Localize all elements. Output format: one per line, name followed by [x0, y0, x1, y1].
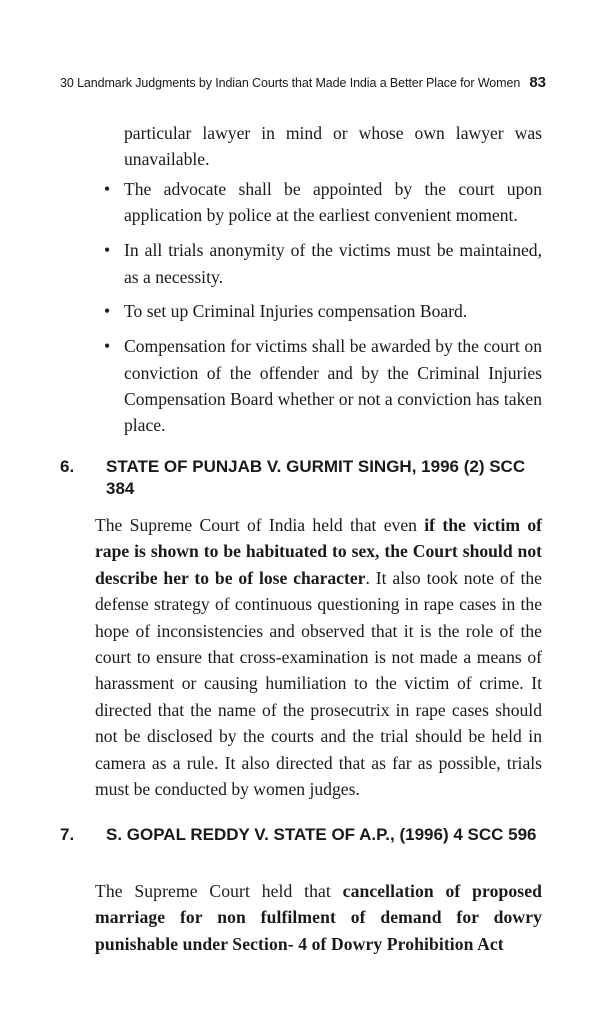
running-header	[60, 74, 546, 91]
bullet-icon: •	[104, 301, 111, 322]
paragraph-text: . It also took note of the defense strategy of continuous questioning in rape cases in the hope of inconsistencies and observed that it is the role of the court to ensure that cross-examination is not made a means of harassment or causing humiliation to the victim of crime. It directed that the name of the prosecutrix in rape cases should not be disclosed by the courts and the trial should be held in camera as a rule. It also directed that as far as possible, trials must be conducted by women judges.	[95, 567, 542, 800]
page-number: 83	[529, 74, 546, 91]
paragraph-bold-text: cancellation of proposed marriage for non fulfilment of demand for dowry punishable under Section- 4 of Dowry Prohibition Act	[95, 881, 543, 954]
bullet-text: Compensation for victims shall be awarded by the court on conviction of the offender and by the Criminal Injuries Compensation Board whether or not a conviction has taken place.	[124, 336, 542, 436]
bullet-item	[100, 237, 542, 290]
bullet-item	[100, 333, 542, 439]
continuation-paragraph: particular lawyer in mind or whose own lawyer was unavailable.	[124, 123, 542, 170]
bullet-icon: •	[104, 336, 111, 357]
bullet-list	[100, 176, 542, 447]
section-number: 6.	[60, 457, 75, 476]
section-6-paragraph	[95, 512, 542, 802]
paragraph-text: The Supreme Court of India held that even	[95, 515, 425, 535]
running-title: 30 Landmark Judgments by Indian Courts that Made India a Better Place for Women	[60, 76, 521, 90]
paragraph-bold-text: if the victim of rape is shown to be habituated to sex, the Court should not describe her to be of lose character	[95, 515, 542, 588]
section-heading-6	[60, 456, 550, 500]
bullet-icon: •	[104, 240, 111, 261]
bullet-text: The advocate shall be appointed by the court upon application by police at the earliest convenient moment.	[124, 179, 542, 226]
section-title: STATE OF PUNJAB V. GURMIT SINGH, 1996 (2) SCC 384	[106, 457, 526, 498]
section-7-paragraph	[95, 878, 542, 957]
bullet-item	[100, 176, 542, 229]
section-number: 7.	[60, 825, 75, 844]
section-title: S. GOPAL REDDY V. STATE OF A.P., (1996) 4 SCC 596	[106, 825, 537, 844]
bullet-text: In all trials anonymity of the victims must be maintained, as a necessity.	[124, 240, 542, 287]
section-heading-7	[60, 824, 550, 846]
bullet-icon: •	[104, 179, 111, 199]
paragraph-text: The Supreme Court held that	[95, 881, 343, 901]
bullet-text: To set up Criminal Injuries compensation Board.	[124, 301, 468, 322]
bullet-item	[100, 298, 542, 324]
